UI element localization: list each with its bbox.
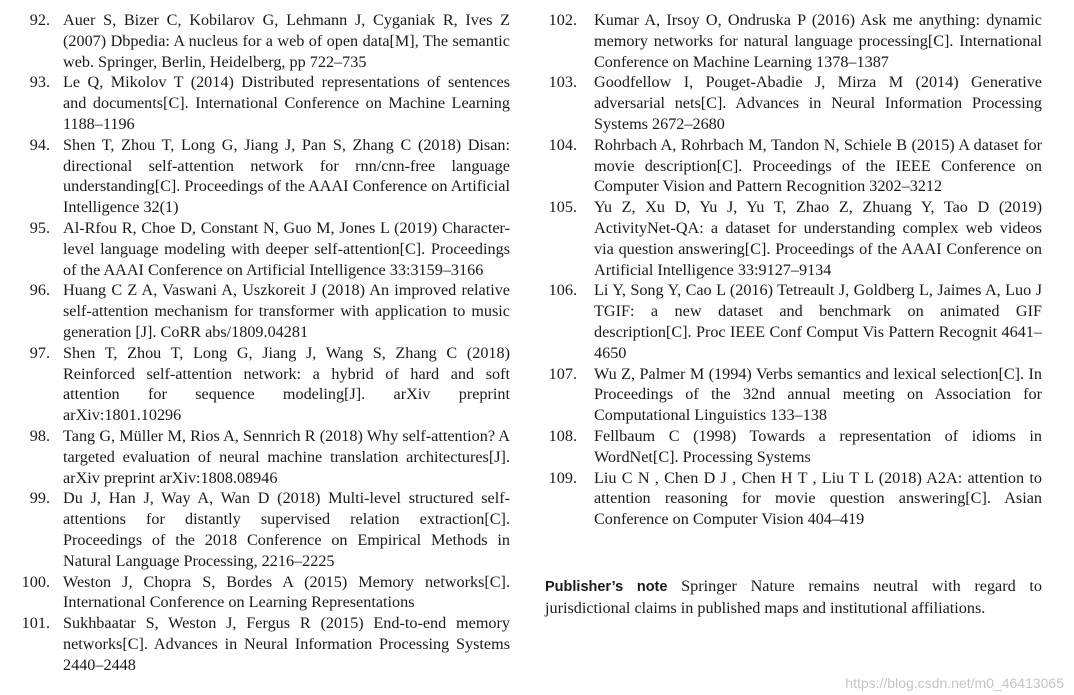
reference-number: 98. xyxy=(29,426,50,445)
reference-number: 109. xyxy=(548,468,577,487)
publisher-note xyxy=(545,576,1042,619)
reference-item xyxy=(10,135,510,218)
reference-text: Al-Rfou R, Choe D, Constant N, Guo M, Jones L (2019) Character-level language modeling with deeper self-attention[C]. Proceedings of the AAAI Conference on Artificial Intelligence 33:3159–3166 xyxy=(63,218,510,279)
reference-number: 104. xyxy=(548,135,577,154)
reference-text: Huang C Z A, Vaswani A, Uszkoreit J (2018) An improved relative self-attention mechanism for transformer with application to music generation [J]. CoRR abs/1809.04281 xyxy=(63,281,510,341)
reference-item xyxy=(545,426,1042,468)
reference-text: Liu C N , Chen D J , Chen H T , Liu T L (2018) A2A: attention to attention reasoning for movie question answering[C]. Asian Conference on Computer Vision 404–419 xyxy=(594,468,1042,529)
reference-item xyxy=(10,426,510,488)
reference-item xyxy=(545,364,1042,426)
reference-text: Weston J, Chopra S, Bordes A (2015) Memory networks[C]. International Conference on Learning Representations xyxy=(63,572,510,612)
reference-text: Shen T, Zhou T, Long G, Jiang J, Pan S, Zhang C (2018) Disan: directional self-attention network for rnn/cnn-free language understanding[C]. Proceedings of the AAAI Conference on Artificial Intelligence 32(1) xyxy=(63,135,510,217)
reference-item xyxy=(545,468,1042,530)
reference-item xyxy=(545,280,1042,363)
reference-item xyxy=(545,135,1042,197)
reference-number: 100. xyxy=(21,572,50,591)
reference-text: Le Q, Mikolov T (2014) Distributed representations of sentences and documents[C]. International Conference on Machine Learning 1188–1196 xyxy=(63,73,510,133)
reference-number: 99. xyxy=(29,489,50,508)
reference-text: Shen T, Zhou T, Long G, Jiang J, Wang S, Zhang C (2018) Reinforced self-attention network: a hybrid of hard and soft attention for sequence modeling[J]. arXiv preprint arXiv:1801.10296 xyxy=(63,343,510,425)
reference-item xyxy=(545,72,1042,134)
watermark-url: https://blog.csdn.net/m0_46413065 xyxy=(845,675,1064,691)
publisher-note-label: Publisher’s note xyxy=(545,579,668,595)
reference-text: Goodfellow I, Pouget-Abadie J, Mirza M (2014) Generative adversarial nets[C]. Advances in Neural Information Processing Systems 2672–2680 xyxy=(594,73,1042,133)
reference-text: Auer S, Bizer C, Kobilarov G, Lehmann J, Cyganiak R, Ives Z (2007) Dbpedia: A nucleus for a web of open data[M], The semantic web. Springer, Berlin, Heidelberg, pp 722–735 xyxy=(63,11,510,71)
reference-number: 102. xyxy=(548,11,577,29)
reference-number: 106. xyxy=(548,281,577,300)
reference-number: 93. xyxy=(29,73,50,92)
reference-number: 94. xyxy=(29,135,50,154)
reference-text: Fellbaum C (1998) Towards a representation of idioms in WordNet[C]. Processing Systems xyxy=(594,426,1042,466)
reference-text: Kumar A, Irsoy O, Ondruska P (2016) Ask me anything: dynamic memory networks for natural language processing[C]. International Conference on Machine Learning 1378–1387 xyxy=(594,11,1042,71)
reference-item xyxy=(10,488,510,571)
reference-text: Li Y, Song Y, Cao L (2016) Tetreault J, Goldberg L, Jaimes A, Luo J TGIF: a new dataset and benchmark on animated GIF description[C]. Proc IEEE Conf Comput Vis Pattern Recognit 4641–4650 xyxy=(594,281,1042,362)
references-column-right xyxy=(545,10,1042,530)
reference-number: 92. xyxy=(29,11,50,29)
reference-item xyxy=(10,10,510,72)
reference-item xyxy=(545,10,1042,72)
reference-text: Sukhbaatar S, Weston J, Fergus R (2015) End-to-end memory networks[C]. Advances in Neural Information Processing Systems 2440–2448 xyxy=(63,614,510,674)
reference-item xyxy=(10,72,510,134)
reference-number: 107. xyxy=(548,364,577,383)
reference-number: 103. xyxy=(548,73,577,92)
reference-number: 97. xyxy=(29,343,50,362)
reference-item xyxy=(10,343,510,426)
reference-item xyxy=(545,197,1042,280)
reference-number: 105. xyxy=(548,198,577,217)
reference-text: Wu Z, Palmer M (1994) Verbs semantics and lexical selection[C]. In Proceedings of the 32nd annual meeting on Association for Computational Linguistics 133–138 xyxy=(594,364,1042,425)
reference-item xyxy=(10,280,510,342)
reference-text: Rohrbach A, Rohrbach M, Tandon N, Schiele B (2015) A dataset for movie description[C]. Proceedings of the IEEE Conference on Computer Vision and Pattern Recognition 3202–3212 xyxy=(594,135,1042,196)
reference-text: Yu Z, Xu D, Yu J, Yu T, Zhao Z, Zhuang Y, Tao D (2019) ActivityNet-QA: a dataset for understanding complex web videos via question answering[C]. Proceedings of the AAAI Conference on Artificial Intelligence 33:9127–9134 xyxy=(594,198,1042,279)
reference-text: Tang G, Müller M, Rios A, Sennrich R (2018) Why self-attention? A targeted evaluation of neural machine translation architectures[J]. arXiv preprint arXiv:1808.08946 xyxy=(63,426,510,487)
reference-item xyxy=(10,613,510,675)
publisher-note-text: Springer Nature remains neutral with regard to jurisdictional claims in published maps and institutional affiliations. xyxy=(545,577,1042,617)
reference-number: 96. xyxy=(29,281,50,300)
references-column-left xyxy=(10,10,510,676)
reference-number: 108. xyxy=(548,426,577,445)
reference-item xyxy=(10,218,510,280)
reference-text: Du J, Han J, Way A, Wan D (2018) Multi-level structured self-attentions for distantly supervised relation extraction[C]. Proceedings of the 2018 Conference on Empirical Methods in Natural Language Processing, 2216–2225 xyxy=(63,489,510,570)
reference-number: 95. xyxy=(29,218,50,237)
reference-item xyxy=(10,572,510,614)
reference-number: 101. xyxy=(21,614,50,633)
